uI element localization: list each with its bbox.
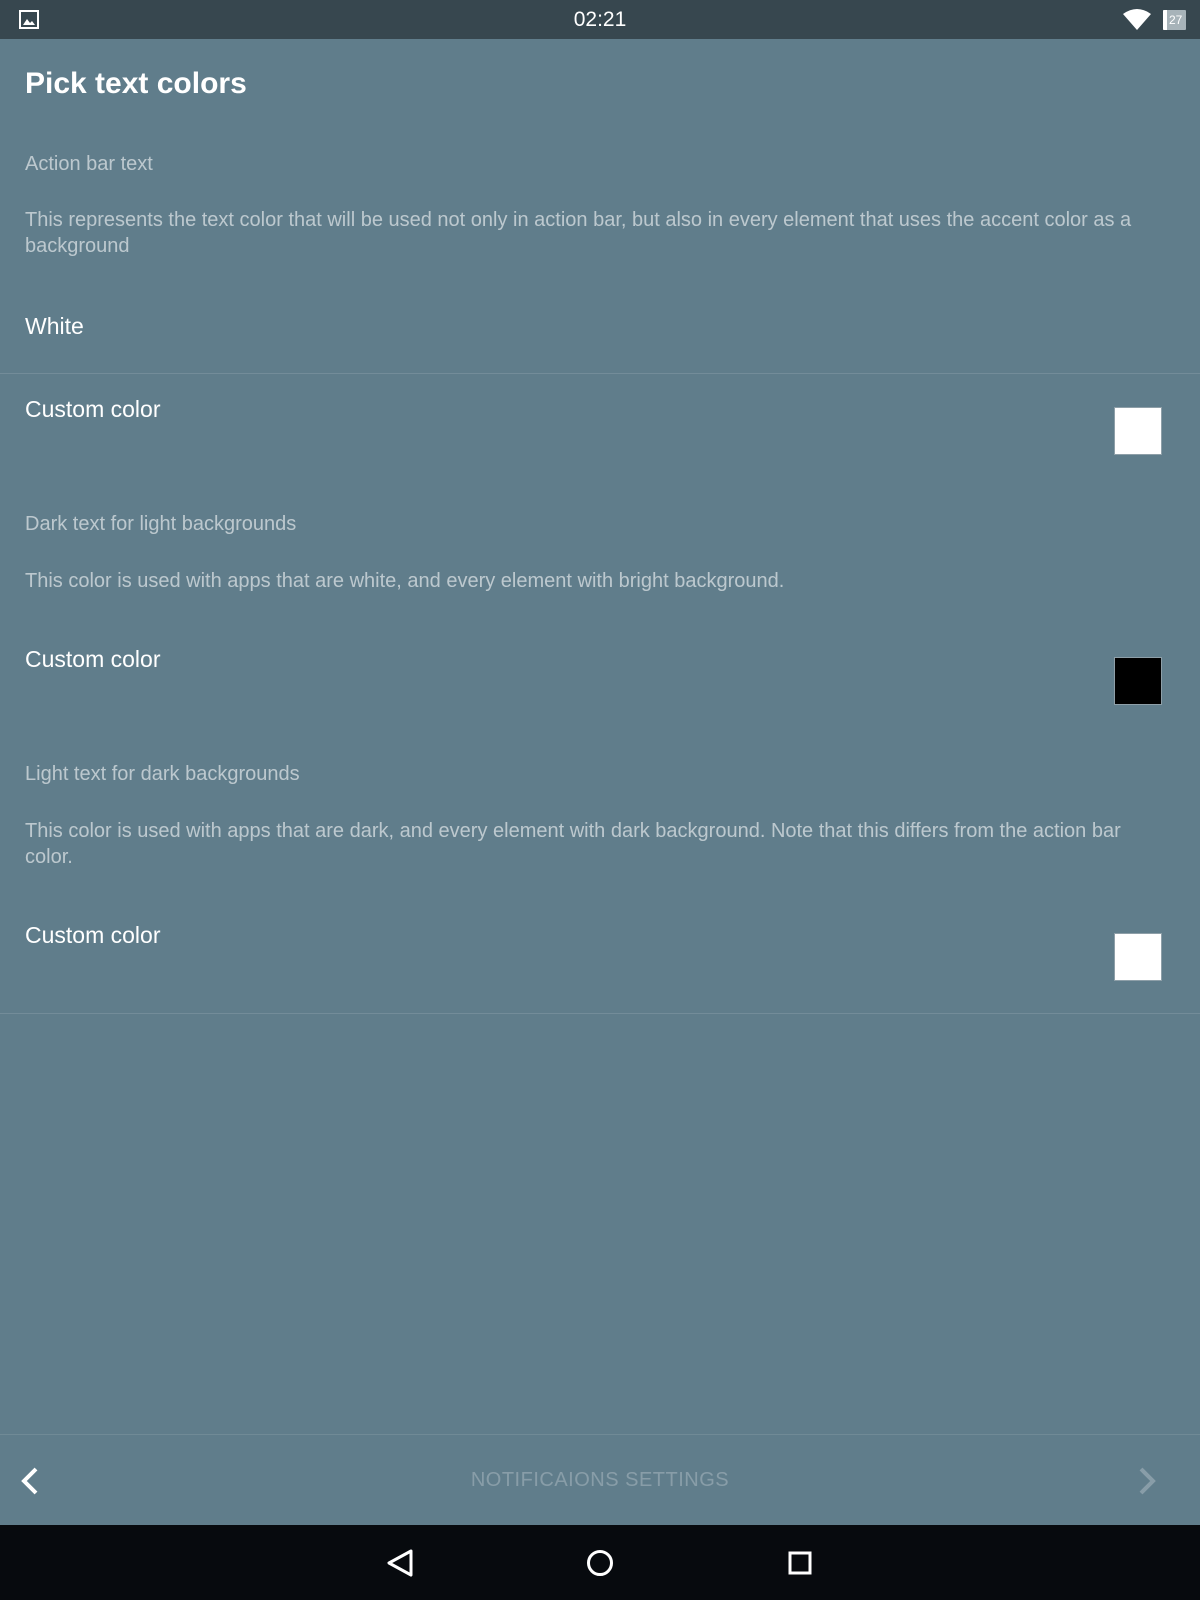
section-header-light-text: Light text for dark backgrounds <box>25 763 300 785</box>
system-navigation-bar <box>0 1525 1200 1600</box>
option-custom-color-dark-text[interactable]: Custom color <box>25 646 161 672</box>
color-swatch-dark-text[interactable] <box>1114 657 1162 705</box>
section-header-dark-text: Dark text for light backgrounds <box>25 513 297 535</box>
option-white[interactable]: White <box>25 313 84 339</box>
section-description-light-text: This color is used with apps that are dark, and every element with dark background. Note that this differs from the action bar color. <box>25 820 1121 868</box>
battery-icon <box>1163 10 1186 30</box>
square-recents-icon[interactable] <box>780 1543 820 1583</box>
divider <box>0 1013 1200 1014</box>
triangle-back-icon[interactable] <box>380 1543 420 1583</box>
bottom-bar-title: NOTIFICAIONS SETTINGS <box>470 1469 730 1491</box>
bottom-navigation-bar <box>0 1434 1200 1525</box>
battery-level: 27 <box>1169 13 1183 27</box>
color-swatch-light-text[interactable] <box>1114 933 1162 981</box>
option-custom-color-light-text[interactable]: Custom color <box>25 922 161 948</box>
divider <box>0 373 1200 374</box>
wifi-icon <box>1123 9 1151 31</box>
color-swatch-action-bar[interactable] <box>1114 407 1162 455</box>
status-bar <box>0 0 1200 39</box>
section-description-dark-text: This color is used with apps that are white, and every element with bright background. <box>25 570 785 592</box>
section-description-action-bar: This represents the text color that will be used not only in action bar, but also in every element that uses the accent color as a background <box>25 209 1132 257</box>
section-header-action-bar: Action bar text <box>25 153 153 175</box>
settings-content <box>0 39 1200 1434</box>
option-custom-color-action-bar[interactable]: Custom color <box>25 396 161 422</box>
status-time: 02:21 <box>573 8 627 31</box>
chevron-right-icon[interactable] <box>1133 1465 1163 1497</box>
circle-home-icon[interactable] <box>580 1543 620 1583</box>
page-title: Pick text colors <box>25 67 247 100</box>
status-icons <box>1123 8 1186 32</box>
